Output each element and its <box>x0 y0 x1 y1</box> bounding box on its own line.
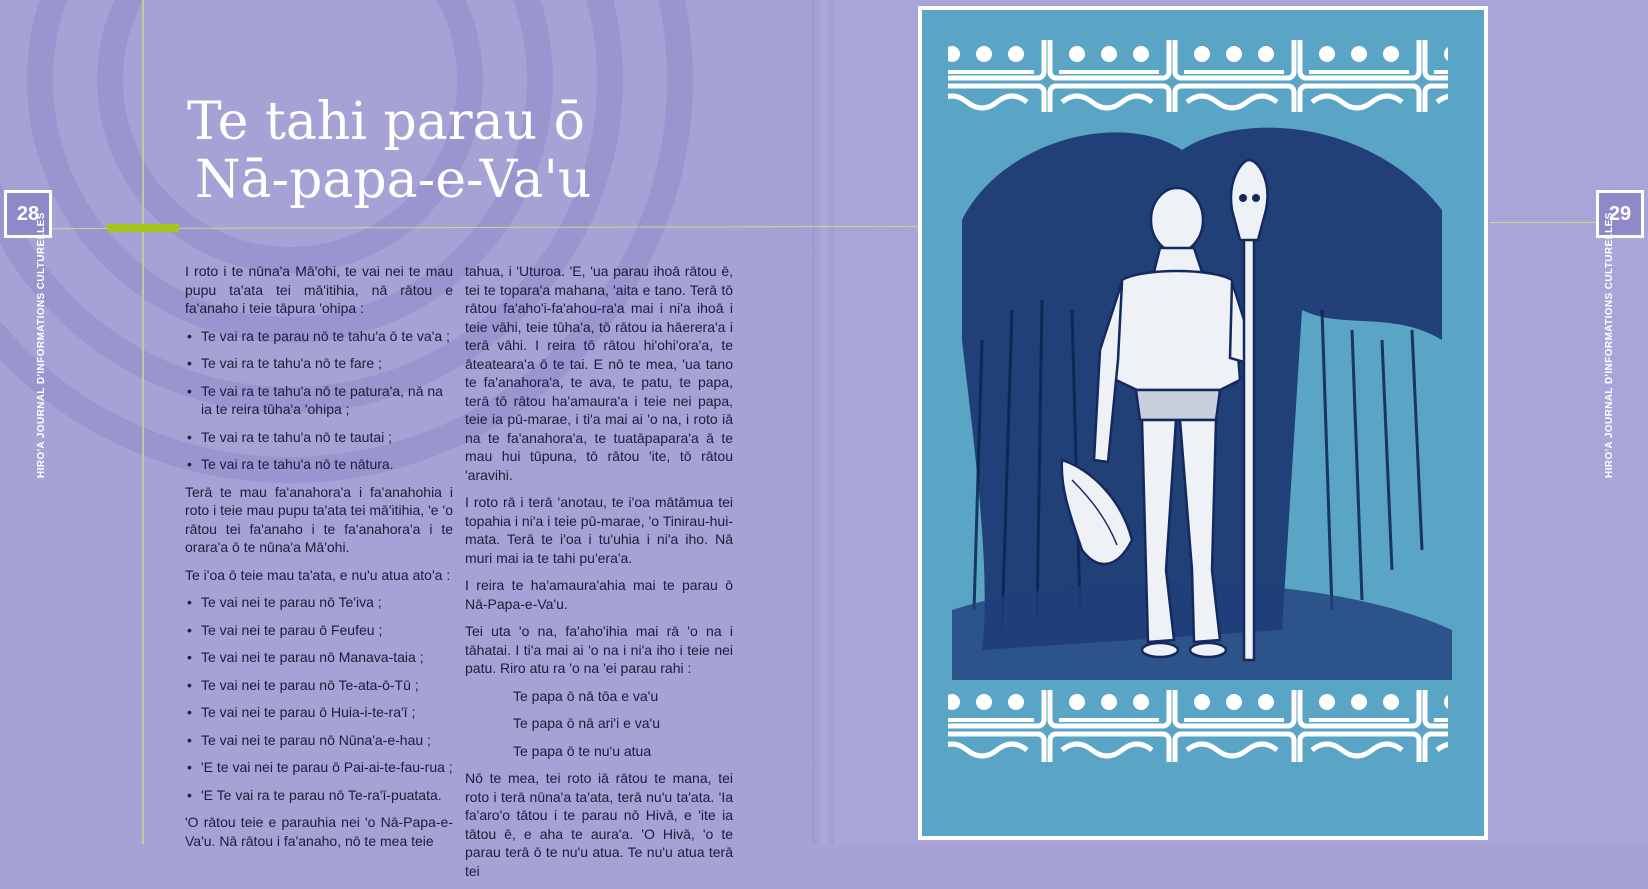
title-line-1: Te tahi parau ō <box>187 91 585 152</box>
tapa-border-bottom <box>948 690 1448 762</box>
list-item: • Te vai nei te parau nō Nūna'a-e-hau ; <box>185 731 453 750</box>
paragraph: Nō te mea, tei roto iā rātou te mana, tei roto i terā nūna'a ta'ata, terā nu'u ta'ata. 'Ia fa'aro'o tātou i te parau nō Hivā, e 'ite ia tātou ē, e aha te aura'a. 'O Hivā, 'o te parau terā ō te nu'u atua. Te nu'u atua terā tei <box>465 770 733 879</box>
running-head-left: HIRO'A JOURNAL D'INFORMATIONS CULTURELLES <box>36 212 47 478</box>
paragraph: I roto i te nūna'a Mā'ohi, te vai nei te mau pupu ta'ata tei mā'itihia, nā rātou e fa'anaho i teie tāpura 'ohipa : <box>185 263 453 316</box>
bullet-list-parau <box>185 593 453 804</box>
running-head-right: HIRO'A JOURNAL D'INFORMATIONS CULTURELLES <box>1604 212 1615 478</box>
paragraph: I roto rā i terā 'anotau, te i'oa mātāmua tei topahia i ni'a i teie pū-marae, 'o Tinirau-hui-mata. Terā te i'oa i tu'uhia i ni'a iho. Nā muri mai ia te tahi pu'era'a. <box>465 494 733 566</box>
book-gutter <box>812 0 834 844</box>
list-item: • Te vai nei te parau nō Manava-taia ; <box>185 648 453 667</box>
illustration <box>922 10 1484 836</box>
page-number-left: 28 <box>4 190 52 238</box>
article-title <box>187 93 591 209</box>
list-item: • Te vai ra te parau nō te tahu'a ō te va'a ; <box>185 327 453 346</box>
verse-line: Te papa ō nā tōa e va'u <box>513 687 659 704</box>
green-accent-bar <box>107 224 179 232</box>
paragraph: tahua, i 'Uturoa. 'E, 'ua parau ihoā rātou ē, tei te topara'a mahana, 'aita e tano. Terā tō rātou fa'aho'i-fa'ahou-ra'a mai i ni'a ihoā i teie vāhi, teie tūha'a, tō rātou ia hāerera'a i terā vāhi. I reira tō rātou hi'ohi'ora'a, te āteateara'a ō te tai. E nō te mea, 'ua tano te fa'anahora'a, te ava, te patu, te papa, terā tō rātou ha'amaura'a i teie nei papa, teie ia pū-marae, i ti'a mai ai 'o na, i roto iā na te fa'anahora'a, te tuatāpapara'a ā te mau hui tūpuna, tō rātou 'ite, tō rātou 'aravihi. <box>465 263 733 483</box>
list-item: • Te vai ra te tahu'a nō te fare ; <box>185 354 453 373</box>
paragraph: I reira te ha'amaura'ahia mai te parau ō Nā-Papa-e-Va'u. <box>465 577 733 612</box>
warrior-illustration <box>922 10 1484 836</box>
text-column-1 <box>185 262 453 859</box>
list-item: • Te vai nei te parau ō Feufeu ; <box>185 621 453 640</box>
list-item: • 'E Te vai ra te parau nō Te-ra'ī-puatata. <box>185 786 453 805</box>
tapa-border-top <box>948 40 1448 112</box>
list-item: • Te vai nei te parau nō Te-ata-ō-Tū ; <box>185 676 453 695</box>
list-item: • Te vai nei te parau ō Huia-i-te-ra'ī ; <box>185 703 453 722</box>
list-item: • Te vai ra te tahu'a nō te tautai ; <box>185 428 453 447</box>
text-column-2 <box>465 262 733 889</box>
list-item: • Te vai nei te parau nō Te'iva ; <box>185 593 453 612</box>
list-item: • 'E te vai nei te parau ō Pai-ai-te-fau-rua ; <box>185 758 453 777</box>
verse-line: Te papa ō te nu'u atua <box>513 742 652 759</box>
bullet-list-tahua <box>185 327 453 474</box>
paragraph: Tei uta 'o na, fa'aho'ihia mai rā 'o na i tāhatai. I ti'a mai ai 'o na i ni'a iho i teie nei patu. Riro atu ra 'o na 'ei parau rahi : <box>465 623 733 676</box>
page-number-right: 29 <box>1596 190 1644 238</box>
illustration-frame <box>918 6 1488 840</box>
list-item: • Te vai ra te tahu'a nō te nātura. <box>185 455 453 474</box>
green-horizontal-rule-right <box>1490 222 1596 223</box>
verse-line: Te papa ō nā ari'i e va'u <box>513 715 660 731</box>
list-item: • Te vai ra te tahu'a nō te patura'a, nā na ia te reira tūha'a 'ohipa ; <box>185 382 453 419</box>
paragraph: Terā te mau fa'anahora'a i fa'anahohia i roto i teie mau pupu ta'ata tei mā'itihia, 'e 'o rātou tei fa'anaho i te fa'anahora'a i te orara'a ō te nūna'a Mā'ohi. <box>185 483 453 555</box>
title-line-2: Nā-papa-e-Va'u <box>195 149 592 210</box>
paragraph: Te i'oa ō teie mau ta'ata, e nu'u atua ato'a : <box>185 566 451 583</box>
green-vertical-rule <box>142 0 144 844</box>
paragraph: 'O rātou teie e parauhia nei 'o Nā-Papa-e-Va'u. Nā rātou i fa'anaho, nō te mea teie <box>185 814 453 849</box>
